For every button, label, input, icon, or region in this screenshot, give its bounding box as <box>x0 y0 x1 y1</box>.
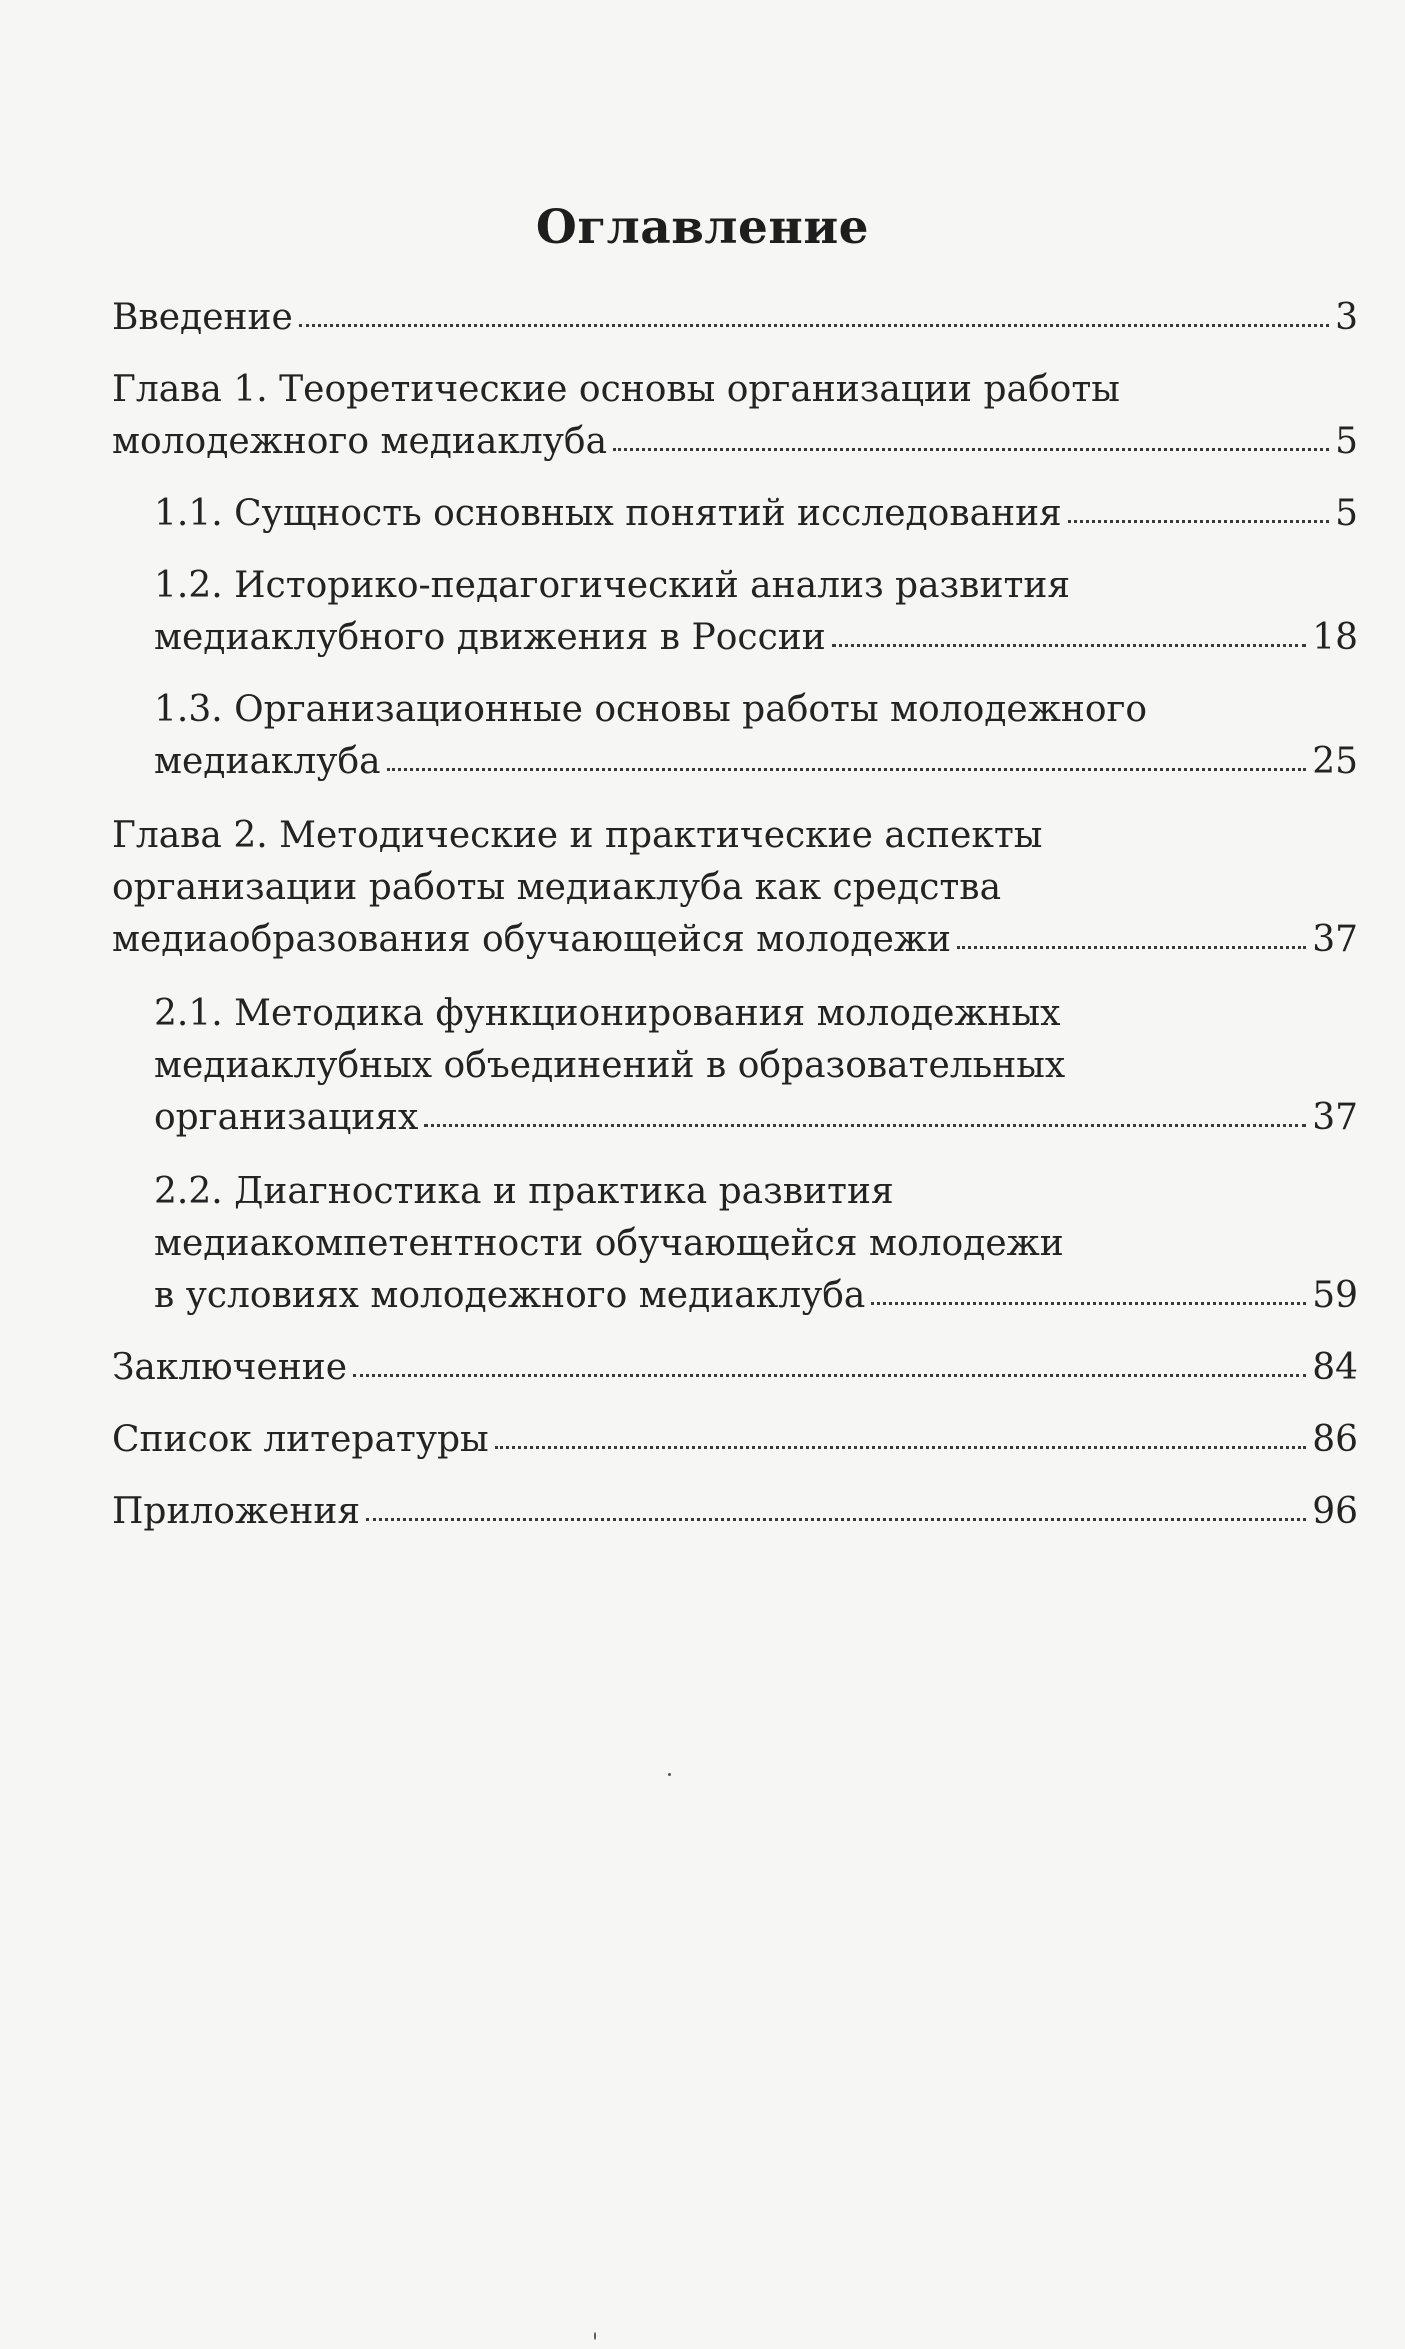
toc-entry-chapter-2 <box>112 810 1358 966</box>
dot-leader <box>424 1124 1306 1127</box>
toc-entry-text: медиаклуба <box>154 741 381 782</box>
toc-page-number: 25 <box>1312 741 1358 782</box>
dot-leader <box>832 644 1306 647</box>
toc-entry-chapter-1 <box>112 364 1358 468</box>
toc-page-number: 3 <box>1335 297 1358 338</box>
toc-entry-text: 1.2. Историко-педагогический анализ развития <box>154 565 1071 606</box>
toc-entry-section-1-2 <box>112 560 1358 664</box>
toc-entry-text: организациях <box>154 1097 419 1138</box>
toc-entry-conclusion <box>112 1342 1358 1394</box>
dot-leader <box>353 1374 1306 1377</box>
toc-entry-references <box>112 1414 1358 1466</box>
dot-leader <box>387 768 1307 771</box>
toc-entry-text: в условиях молодежного медиаклуба <box>154 1275 866 1316</box>
dot-leader <box>366 1518 1306 1521</box>
toc-entry-text: Глава 2. Методические и практические аспекты <box>112 815 1043 856</box>
toc-entry-text: медиаклубных объединений в образовательных <box>154 1045 1066 1086</box>
toc-entry-text: 2.2. Диагностика и практика развития <box>154 1171 894 1212</box>
dot-leader <box>495 1446 1306 1449</box>
toc-entry-text: молодежного медиаклуба <box>112 421 608 462</box>
toc-page-number: 37 <box>1312 919 1358 960</box>
toc-entry-text: Приложения <box>112 1491 361 1532</box>
toc-entry-section-2-1 <box>112 988 1358 1144</box>
toc-page-number: 37 <box>1312 1097 1358 1138</box>
toc-entry-introduction <box>112 292 1358 344</box>
toc-entry-text: медиакомпетентности обучающейся молодежи <box>154 1223 1064 1264</box>
dot-leader <box>613 448 1329 451</box>
toc-entry-section-1-1 <box>112 488 1358 540</box>
toc-entry-section-2-2 <box>112 1166 1358 1322</box>
toc-entry-text: 1.1. Сущность основных понятий исследования <box>154 493 1062 534</box>
toc-entry-text: медиаобразования обучающейся молодежи <box>112 919 951 960</box>
toc-entry-text: Введение <box>112 297 293 338</box>
toc-page-number: 18 <box>1312 617 1358 658</box>
toc-entry-text: Глава 1. Теоретические основы организации работы <box>112 369 1120 410</box>
toc-entry-text: медиаклубного движения в России <box>154 617 826 658</box>
toc-entry-section-1-3 <box>112 684 1358 788</box>
toc-page-number: 84 <box>1312 1347 1358 1388</box>
toc-entry-text: Заключение <box>112 1347 348 1388</box>
paper-speck <box>668 1773 671 1776</box>
toc-page-number: 5 <box>1335 493 1358 534</box>
table-of-contents <box>112 292 1358 1538</box>
dot-leader <box>1068 520 1329 523</box>
toc-page-number: 5 <box>1335 421 1358 462</box>
toc-entry-text: Список литературы <box>112 1419 489 1460</box>
toc-page-number: 59 <box>1312 1275 1358 1316</box>
toc-page-number: 86 <box>1312 1419 1358 1460</box>
toc-entry-text: 1.3. Организационные основы работы молодежного <box>154 689 1148 730</box>
dot-leader <box>957 946 1306 949</box>
dot-leader <box>871 1302 1306 1305</box>
toc-entry-appendices <box>112 1486 1358 1538</box>
paper-speck <box>594 2332 596 2340</box>
toc-entry-text: 2.1. Методика функционирования молодежных <box>154 993 1061 1034</box>
toc-entry-text: организации работы медиаклуба как средства <box>112 867 1002 908</box>
toc-title: Оглавление <box>535 200 870 255</box>
toc-page-number: 96 <box>1312 1491 1358 1532</box>
dot-leader <box>299 324 1329 327</box>
